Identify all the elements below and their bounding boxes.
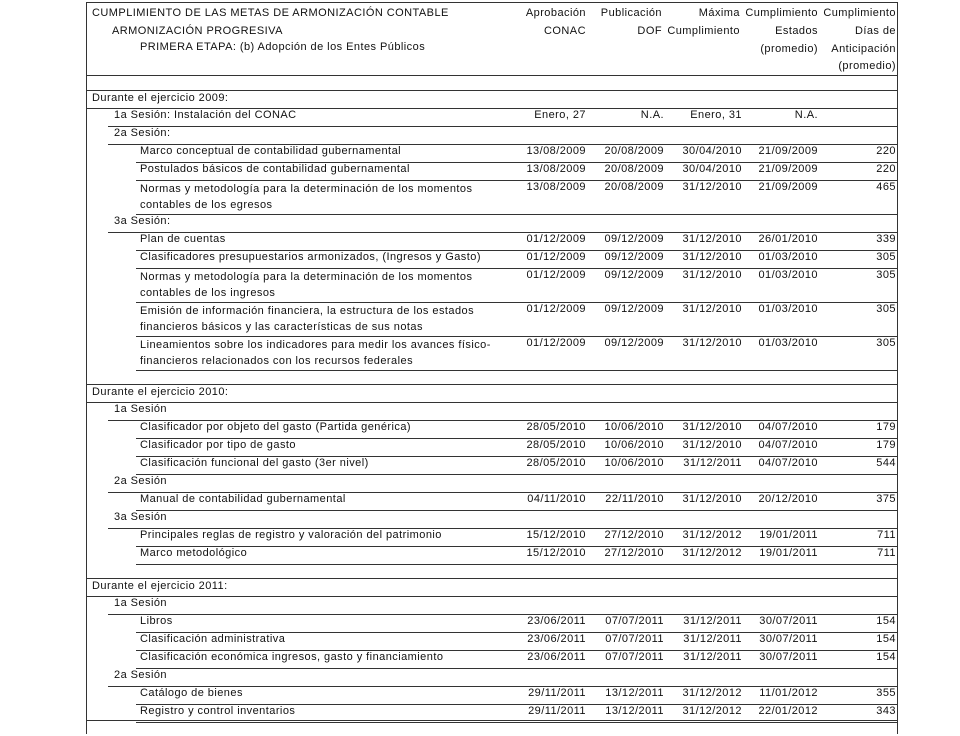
section-title-row — [86, 580, 898, 596]
item-value: 04/07/2010 — [758, 439, 818, 451]
table-row — [86, 439, 898, 457]
session-row — [86, 215, 898, 231]
item-label: Clasificación económica ingresos, gasto y financiamiento — [140, 651, 444, 663]
table-left-border — [86, 2, 87, 734]
table-row — [86, 163, 898, 181]
row-divider — [86, 384, 898, 385]
session-label: 3a Sesión: — [114, 215, 171, 227]
table-row — [86, 651, 898, 669]
item-label: Catálogo de bienes — [140, 687, 243, 699]
item-value: 10/06/2010 — [604, 457, 664, 469]
item-value: 305 — [876, 251, 896, 263]
item-label: Clasificación administrativa — [140, 633, 286, 645]
item-value: 21/09/2009 — [758, 181, 818, 193]
section-title-row — [86, 386, 898, 402]
session-label: 3a Sesión — [114, 511, 167, 523]
row-divider — [136, 722, 898, 723]
item-value: 01/12/2009 — [526, 251, 586, 263]
session-row — [86, 669, 898, 685]
row-divider — [86, 90, 898, 91]
item-value: 20/12/2010 — [758, 493, 818, 505]
table-row — [86, 615, 898, 633]
item-value: 154 — [876, 633, 896, 645]
item-value: 31/12/2010 — [682, 269, 742, 281]
item-value: 343 — [876, 705, 896, 717]
item-value: 305 — [876, 303, 896, 315]
item-value: 21/09/2009 — [758, 145, 818, 157]
item-value: 01/12/2009 — [526, 233, 586, 245]
table-row — [86, 233, 898, 251]
table-row — [86, 493, 898, 511]
item-value: 23/06/2011 — [527, 651, 586, 663]
item-value: 01/03/2010 — [758, 269, 818, 281]
item-value: 31/12/2010 — [682, 439, 742, 451]
session-row — [86, 597, 898, 613]
header-title-line1: CUMPLIMIENTO DE LAS METAS DE ARMONIZACIÓN CONTABLE — [92, 7, 449, 19]
header-col-maxima-1: Máxima — [698, 7, 740, 19]
table-row — [86, 421, 898, 439]
item-value: 04/11/2010 — [527, 493, 586, 505]
item-value: 31/12/2010 — [682, 337, 742, 349]
item-label: Clasificadores presupuestarios armonizados, (Ingresos y Gasto) — [140, 251, 481, 263]
table-row — [86, 457, 898, 475]
item-value: 27/12/2010 — [604, 529, 664, 541]
session-label: 2a Sesión — [114, 475, 167, 487]
table-row — [86, 337, 898, 371]
item-value: 13/12/2011 — [605, 705, 664, 717]
item-value: 31/12/2010 — [682, 303, 742, 315]
session-label: 2a Sesión: — [114, 127, 171, 139]
item-value: 01/03/2010 — [758, 251, 818, 263]
header-col-maxima-2: Cumplimiento — [667, 25, 740, 37]
item-value: 15/12/2010 — [526, 529, 586, 541]
header-col-publicacion-2: DOF — [637, 25, 662, 37]
table-row — [86, 269, 898, 303]
item-value: 21/09/2009 — [758, 163, 818, 175]
item-value: 09/12/2009 — [604, 303, 664, 315]
item-value: 01/03/2010 — [758, 303, 818, 315]
item-value: 30/07/2011 — [759, 615, 818, 627]
item-value: 04/07/2010 — [758, 421, 818, 433]
item-value: 09/12/2009 — [604, 269, 664, 281]
item-value: 31/12/2012 — [682, 705, 742, 717]
item-value: 22/01/2012 — [758, 705, 818, 717]
header-col-aprobacion-2: CONAC — [544, 25, 586, 37]
table-right-border — [897, 2, 898, 734]
item-value: 13/08/2009 — [526, 181, 586, 193]
session-value: N.A. — [640, 109, 664, 121]
item-value: 305 — [876, 337, 896, 349]
table-row — [86, 181, 898, 215]
session-label: 1a Sesión — [114, 403, 167, 415]
item-label: Clasificación funcional del gasto (3er nivel) — [140, 457, 369, 469]
item-value: 01/12/2009 — [526, 269, 586, 281]
item-value: 154 — [876, 615, 896, 627]
item-value: 07/07/2011 — [605, 651, 664, 663]
item-label: Registro y control inventarios — [140, 705, 296, 717]
row-divider — [136, 564, 898, 565]
item-value: 220 — [876, 163, 896, 175]
item-value: 30/07/2011 — [759, 633, 818, 645]
table-header — [86, 2, 898, 76]
session-row — [86, 127, 898, 143]
header-col-dias-1: Cumplimiento — [823, 7, 896, 19]
item-value: 28/05/2010 — [526, 439, 586, 451]
session-label: 2a Sesión — [114, 669, 167, 681]
item-value: 305 — [876, 269, 896, 281]
item-value: 544 — [876, 457, 896, 469]
item-label: Postulados básicos de contabilidad gubernamental — [140, 163, 410, 175]
table-body — [86, 76, 898, 736]
item-value: 31/12/2011 — [683, 633, 742, 645]
session-row — [86, 109, 898, 125]
section-title: Durante el ejercicio 2011: — [92, 580, 228, 592]
item-label: Normas y metodología para la determinación de los momentos contables de los egresos — [140, 183, 473, 211]
session-label: 1a Sesión — [114, 597, 167, 609]
table-row — [86, 529, 898, 547]
item-label: Principales reglas de registro y valoración del patrimonio — [140, 529, 442, 541]
item-value: 07/07/2011 — [605, 615, 664, 627]
item-value: 30/07/2011 — [759, 651, 818, 663]
item-value: 31/12/2012 — [682, 529, 742, 541]
item-value: 31/12/2011 — [683, 457, 742, 469]
item-label: Manual de contabilidad gubernamental — [140, 493, 346, 505]
item-value: 13/12/2011 — [605, 687, 664, 699]
item-value: 04/07/2010 — [758, 457, 818, 469]
item-value: 31/12/2010 — [682, 181, 742, 193]
item-value: 19/01/2011 — [759, 529, 818, 541]
item-value: 09/12/2009 — [604, 251, 664, 263]
item-value: 20/08/2009 — [604, 181, 664, 193]
item-label: Clasificador por objeto del gasto (Partida genérica) — [140, 421, 412, 433]
item-value: 23/06/2011 — [527, 615, 586, 627]
item-value: 01/12/2009 — [526, 303, 586, 315]
session-value: Enero, 31 — [690, 109, 742, 121]
table-row — [86, 251, 898, 269]
item-value: 28/05/2010 — [526, 421, 586, 433]
item-value: 355 — [876, 687, 896, 699]
item-value: 22/11/2010 — [605, 493, 664, 505]
item-label: Libros — [140, 615, 173, 627]
item-value: 220 — [876, 145, 896, 157]
item-value: 10/06/2010 — [604, 439, 664, 451]
item-label: Emisión de información financiera, la estructura de los estados financieros básicos y las características de sus notas — [140, 305, 475, 333]
item-label: Clasificador por tipo de gasto — [140, 439, 296, 451]
header-col-estados-1: Cumplimiento — [745, 7, 818, 19]
item-value: 20/08/2009 — [604, 163, 664, 175]
section-title: Durante el ejercicio 2010: — [92, 386, 229, 398]
item-value: 20/08/2009 — [604, 145, 664, 157]
item-value: 711 — [877, 547, 896, 559]
header-col-aprobacion-1: Aprobación — [525, 7, 586, 19]
item-value: 01/12/2009 — [526, 337, 586, 349]
header-col-dias-3: Anticipación — [831, 43, 896, 55]
table-row — [86, 303, 898, 337]
header-title-line3: PRIMERA ETAPA: (b) Adopción de los Entes Públicos — [140, 41, 426, 53]
item-label: Normas y metodología para la determinación de los momentos contables de los ingresos — [140, 271, 473, 299]
row-divider — [136, 370, 898, 371]
item-value: 19/01/2011 — [759, 547, 818, 559]
header-col-dias-2: Días de — [854, 25, 896, 37]
session-label: 1a Sesión: Instalación del CONAC — [114, 109, 297, 121]
item-value: 27/12/2010 — [604, 547, 664, 559]
table-row — [86, 145, 898, 163]
item-value: 179 — [876, 439, 896, 451]
item-value: 29/11/2011 — [528, 687, 586, 699]
item-label: Plan de cuentas — [140, 233, 226, 245]
item-value: 23/06/2011 — [527, 633, 586, 645]
item-value: 09/12/2009 — [604, 337, 664, 349]
item-value: 31/12/2011 — [683, 651, 742, 663]
item-value: 09/12/2009 — [604, 233, 664, 245]
table-row — [86, 687, 898, 705]
item-value: 26/01/2010 — [758, 233, 818, 245]
compliance-table — [86, 2, 898, 736]
session-value: N.A. — [794, 109, 818, 121]
item-value: 01/03/2010 — [758, 337, 818, 349]
item-value: 31/12/2012 — [682, 687, 742, 699]
item-value: 30/04/2010 — [682, 163, 742, 175]
item-value: 13/08/2009 — [526, 145, 586, 157]
section-title-row — [86, 92, 898, 108]
item-value: 179 — [876, 421, 896, 433]
session-row — [86, 475, 898, 491]
header-title-line2: ARMONIZACIÓN PROGRESIVA — [112, 25, 283, 37]
header-col-publicacion-1: Publicación — [600, 7, 662, 19]
item-value: 31/12/2012 — [682, 547, 742, 559]
table-bottom-border — [86, 720, 898, 721]
item-value: 10/06/2010 — [604, 421, 664, 433]
table-row — [86, 547, 898, 565]
item-value: 375 — [876, 493, 896, 505]
item-value: 11/01/2012 — [759, 687, 818, 699]
item-value: 154 — [876, 651, 896, 663]
item-value: 31/12/2010 — [682, 421, 742, 433]
header-col-dias-4: (promedio) — [838, 60, 896, 72]
item-value: 711 — [877, 529, 896, 541]
item-value: 07/07/2011 — [605, 633, 664, 645]
item-value: 13/08/2009 — [526, 163, 586, 175]
item-label: Lineamientos sobre los indicadores para medir los avances físico-financieros relacionados con los recursos federales — [140, 339, 491, 367]
item-value: 29/11/2011 — [528, 705, 586, 717]
item-value: 31/12/2010 — [682, 251, 742, 263]
item-label: Marco metodológico — [140, 547, 248, 559]
section-title: Durante el ejercicio 2009: — [92, 92, 229, 104]
row-divider — [86, 578, 898, 579]
session-row — [86, 511, 898, 527]
session-row — [86, 403, 898, 419]
item-value: 339 — [876, 233, 896, 245]
item-value: 15/12/2010 — [526, 547, 586, 559]
item-label: Marco conceptual de contabilidad gubernamental — [140, 145, 402, 157]
item-value: 31/12/2010 — [682, 493, 742, 505]
item-value: 31/12/2010 — [682, 233, 742, 245]
header-col-estados-3: (promedio) — [760, 43, 818, 55]
item-value: 465 — [876, 181, 896, 193]
header-col-estados-2: Estados — [775, 25, 818, 37]
session-value: Enero, 27 — [534, 109, 586, 121]
table-row — [86, 633, 898, 651]
item-value: 31/12/2011 — [683, 615, 742, 627]
item-value: 28/05/2010 — [526, 457, 586, 469]
item-value: 30/04/2010 — [682, 145, 742, 157]
